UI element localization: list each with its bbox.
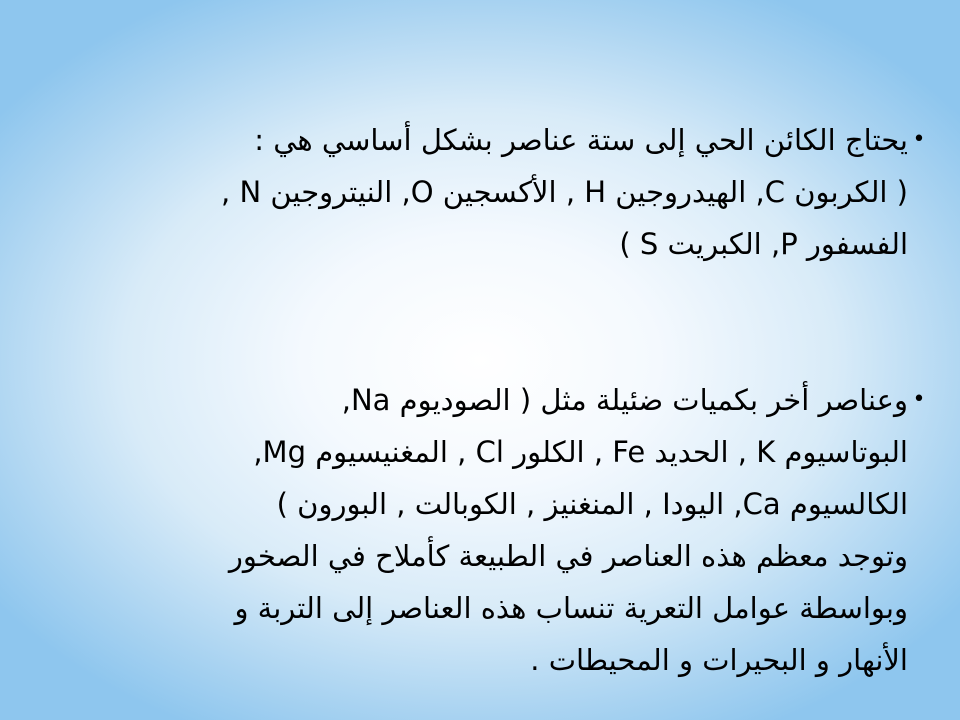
text-line: ( الكربون C, الهيدروجين H , الأكسجين O, النيتروجين N , bbox=[221, 175, 908, 209]
bullet-icon: • bbox=[912, 387, 926, 412]
text-line: الكالسيوم Ca, اليودI , المنغنيز , الكوبالت , البورون ) bbox=[276, 487, 908, 521]
bullet-point-essential-elements bbox=[30, 114, 926, 270]
text-line: وبواسطة عوامل التعرية تنساب هذه العناصر إلى التربة و bbox=[234, 591, 908, 625]
text-line: وعناصر أخر بكميات ضئيلة مثل ( الصوديوم Na, bbox=[341, 383, 908, 417]
slide bbox=[30, 0, 926, 720]
text-line: يحتاج الكائن الحي إلى ستة عناصر بشكل أساسي هي : bbox=[254, 123, 908, 157]
text-line: البوتاسيوم K , الحديد Fe , الكلور Cl , المغنيسيوم Mg, bbox=[253, 435, 908, 469]
bullet-icon: • bbox=[912, 127, 926, 152]
text-line: الفسفور P, الكبريت S ) bbox=[619, 227, 908, 261]
bullet-point-trace-elements bbox=[30, 374, 926, 686]
text-line: الأنهار و البحيرات و المحيطات . bbox=[530, 643, 908, 677]
text-line: وتوجد معظم هذه العناصر في الطبيعة كأملاح في الصخور bbox=[228, 539, 908, 573]
